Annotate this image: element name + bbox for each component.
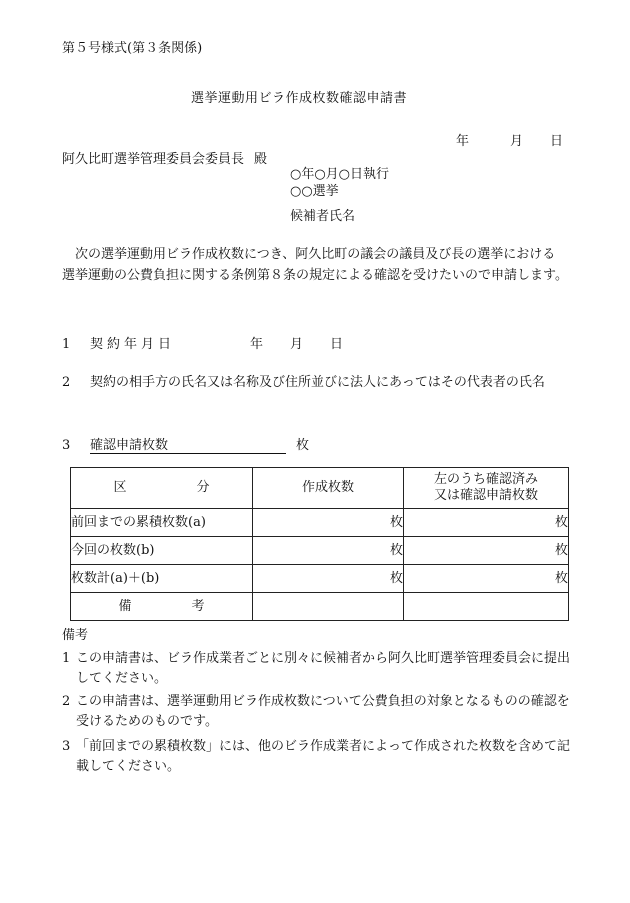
remarks-heading: 備考 <box>62 628 89 643</box>
item-contract-party <box>62 375 545 390</box>
count-table <box>70 467 569 621</box>
item-3-number: 3 <box>62 438 71 453</box>
remarks-created-cell <box>253 593 404 621</box>
header-created-count: 作成枚数 <box>253 468 404 509</box>
contract-date-month: 月 <box>290 337 304 352</box>
created-count-cell: 枚 <box>253 537 404 565</box>
remark-note-number: 3 <box>62 739 71 754</box>
row-label: 枚数計(a)＋(b) <box>71 565 253 593</box>
table-row <box>71 565 569 593</box>
addressee-name: 阿久比町選挙管理委員会委員長 <box>62 152 245 167</box>
remark-note-number: 2 <box>62 694 71 709</box>
item-contract-date <box>62 337 344 352</box>
table-row <box>71 509 569 537</box>
contract-party-label: 契約の相手方の氏名又は名称及び住所並びに法人にあってはその代表者の氏名 <box>90 375 545 390</box>
row-label: 今回の枚数(b) <box>71 537 253 565</box>
candidate-name-label: 候補者氏名 <box>290 209 356 224</box>
table-remarks-row <box>71 593 569 621</box>
election-date: ○年○月○日執行 <box>290 167 390 182</box>
header-kubun-char-2: 分 <box>196 480 210 496</box>
header-confirmed-line-1: 左のうち確認済み <box>433 472 538 488</box>
row-label: 前回までの累積枚数(a) <box>71 509 253 537</box>
item-1-number: 1 <box>62 337 71 352</box>
remark-note-text: この申請書は、選挙運動用ビラ作成枚数について公費負担の対象となるものの確認を受けるためのものです。 <box>76 694 570 729</box>
remarks-row-label <box>71 593 253 621</box>
created-count-cell: 枚 <box>253 565 404 593</box>
remarks-confirmed-cell <box>404 593 569 621</box>
remark-note-text: この申請書は、ビラ作成業者ごとに別々に候補者から阿久比町選挙管理委員会に提出してください。 <box>76 651 571 686</box>
date-year-label: 年 <box>456 134 470 149</box>
date-month-label: 月 <box>510 134 524 149</box>
table-header-row <box>71 468 569 509</box>
addressee <box>62 153 267 166</box>
confirmed-count-cell: 枚 <box>404 509 569 537</box>
header-confirmed-count <box>404 468 569 509</box>
election-name: ○○選挙 <box>290 184 339 199</box>
confirmed-count-cell: 枚 <box>404 565 569 593</box>
header-confirmed-line-2: 又は確認申請枚数 <box>433 488 538 503</box>
item-2-number: 2 <box>62 375 71 390</box>
created-count-cell: 枚 <box>253 509 404 537</box>
requested-count-unit: 枚 <box>296 438 310 453</box>
addressee-honorific: 殿 <box>254 152 268 167</box>
contract-date-year: 年 <box>250 337 264 352</box>
remark-note-text: 「前回までの累積枚数」には、他のビラ作成業者によって作成された枚数を含めて記載してください。 <box>76 739 571 774</box>
requested-count-label: 確認申請枚数 <box>90 439 286 454</box>
contract-date-day: 日 <box>330 337 344 352</box>
remarks-row-char-1: 備 <box>118 598 132 614</box>
header-kubun <box>71 468 253 509</box>
remark-note-number: 1 <box>62 651 71 666</box>
form-number: 第５号様式(第３条関係) <box>62 41 203 56</box>
table-row <box>71 537 569 565</box>
application-body-text: 次の選挙運動用ビラ作成枚数につき、阿久比町の議会の議員及び長の選挙における選挙運動の公費負担に関する条例第８条の規定による確認を受けたいので申請します。 <box>62 247 568 283</box>
header-kubun-char-1: 区 <box>113 480 127 496</box>
document-title: 選挙運動用ビラ作成枚数確認申請書 <box>191 91 408 106</box>
remarks-row-char-2: 考 <box>191 598 205 614</box>
confirmed-count-cell: 枚 <box>404 537 569 565</box>
contract-date-label: 契約年月日 <box>90 337 176 352</box>
item-requested-count <box>62 438 310 453</box>
date-day-label: 日 <box>550 134 564 149</box>
